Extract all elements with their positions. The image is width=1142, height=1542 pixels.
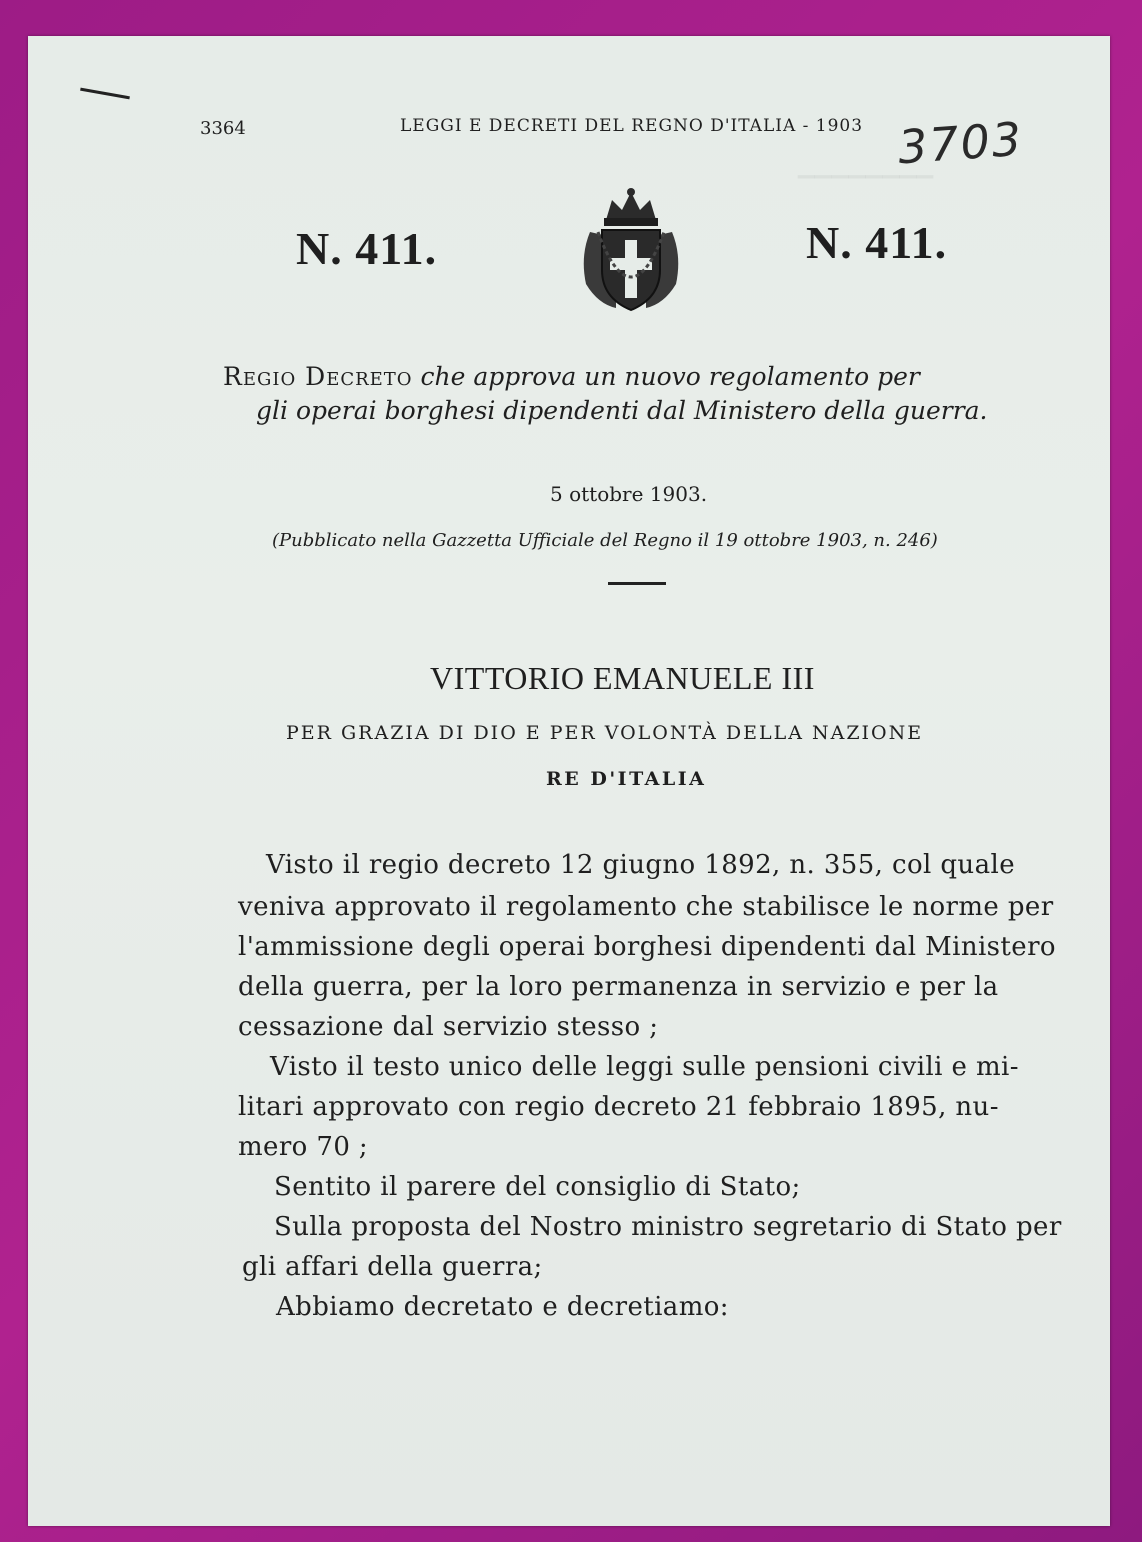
body-line: Visto il testo unico delle leggi sulle pensioni civili e mi- xyxy=(270,1052,1019,1082)
sovereign-title: RE D'ITALIA xyxy=(546,768,707,790)
divider-rule xyxy=(608,582,666,585)
body-line: Sulla proposta del Nostro ministro segretario di Stato per xyxy=(274,1212,1062,1242)
sovereign-name: VITTORIO EMANUELE III xyxy=(430,660,815,696)
page-number: 3364 xyxy=(200,118,246,139)
body-line: Sentito il parere del consiglio di Stato; xyxy=(274,1172,801,1202)
body-line: della guerra, per la loro permanenza in servizio e per la xyxy=(238,972,999,1002)
decree-title-line-2: gli operai borghesi dipendenti dal Ministero della guerra. xyxy=(256,396,988,425)
handwritten-number: 3703 xyxy=(896,111,1025,175)
running-head: LEGGI E DECRETI DEL REGNO D'ITALIA - 1903 xyxy=(400,116,864,136)
body-line: litari approvato con regio decreto 21 febbraio 1895, nu- xyxy=(238,1092,999,1122)
decree-number-right: N. 411. xyxy=(806,217,948,268)
savoy-coat-of-arms-icon xyxy=(576,186,686,318)
sovereign-grace: PER GRAZIA DI DIO E PER VOLONTÀ DELLA NAZIONE xyxy=(286,722,924,744)
body-line: gli affari della guerra; xyxy=(242,1252,543,1282)
bleed-through: ▁▁▁▁▁▁▁▁ xyxy=(798,154,934,179)
publication-note: (Pubblicato nella Gazzetta Ufficiale del Regno il 19 ottobre 1903, n. 246) xyxy=(272,530,938,551)
body-line: veniva approvato il regolamento che stabilisce le norme per xyxy=(238,892,1054,922)
body-line: Visto il regio decreto 12 giugno 1892, n. 355, col quale xyxy=(266,850,1015,880)
decree-date: 5 ottobre 1903. xyxy=(550,482,708,506)
body-line: cessazione dal servizio stesso ; xyxy=(238,1012,659,1042)
pen-mark xyxy=(80,88,130,100)
decree-title-line-1: Regio Decreto che approva un nuovo regolamento per xyxy=(223,362,920,391)
body-line: Abbiamo decretato e decretiamo: xyxy=(276,1292,729,1322)
body-line: l'ammissione degli operai borghesi dipendenti dal Ministero xyxy=(238,932,1056,962)
document-page xyxy=(28,36,1110,1526)
decree-number-left: N. 411. xyxy=(296,223,438,274)
body-line: mero 70 ; xyxy=(238,1132,369,1162)
